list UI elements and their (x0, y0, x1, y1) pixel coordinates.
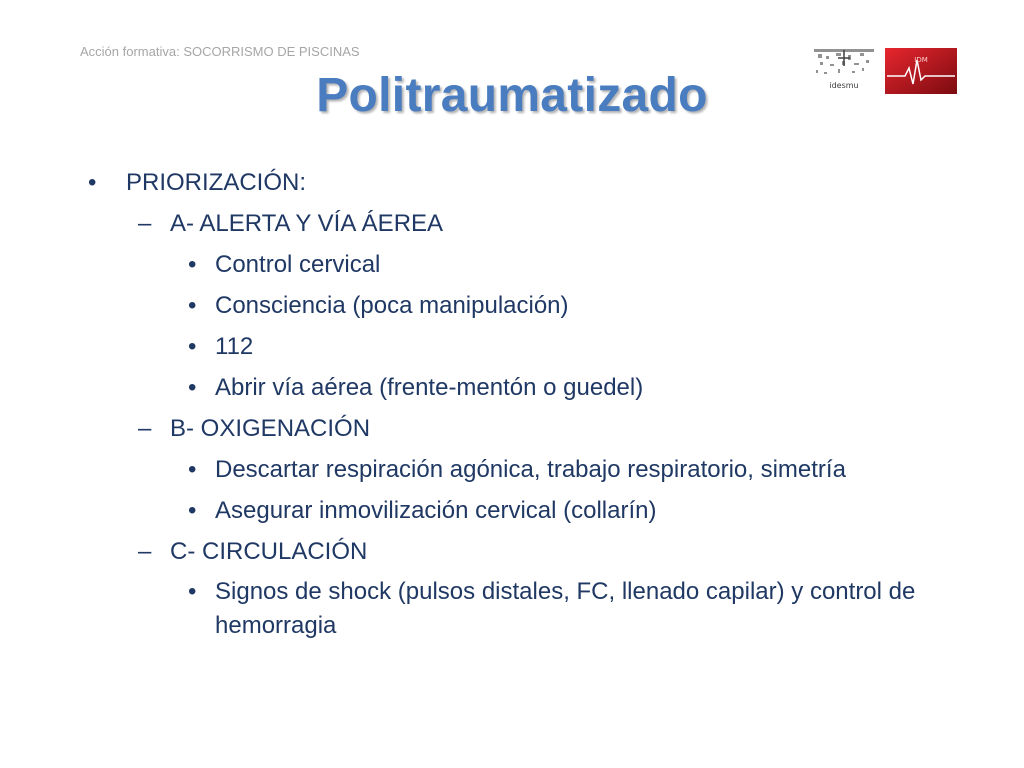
section-c (88, 531, 988, 572)
dash-icon: – (138, 210, 152, 237)
item-text: Descartar respiración agónica, trabajo respiratorio, simetría (215, 456, 846, 483)
section-a (88, 203, 988, 244)
item-text: Abrir vía aérea (frente-mentón o guedel) (215, 374, 644, 401)
bullet-icon: • (188, 292, 197, 319)
idesmu-logo-text: idesmu (829, 81, 859, 90)
item-text: Signos de shock (pulsos distales, FC, llenado capilar) y control de hemorragia (215, 578, 916, 639)
idm-logo-text: IDM (914, 56, 928, 64)
slide-title: Politraumatizado (316, 69, 708, 122)
list-item-heading (88, 162, 988, 203)
idm-logo (885, 48, 957, 94)
idesmu-logo (808, 46, 880, 92)
list-item (88, 367, 988, 408)
list-item (88, 490, 988, 531)
dash-icon: – (138, 415, 152, 442)
item-text: Asegurar inmovilización cervical (collarín) (215, 497, 657, 524)
bullet-icon: • (188, 333, 197, 360)
item-text: 112 (215, 333, 254, 360)
item-text: Control cervical (215, 251, 381, 278)
bullet-list (88, 162, 988, 643)
list-item (88, 326, 988, 367)
bullet-icon: • (88, 169, 97, 196)
bullet-icon: • (188, 578, 197, 605)
section-label: B- OXIGENACIÓN (170, 415, 371, 442)
bullet-icon: • (188, 456, 197, 483)
list-item (88, 285, 988, 326)
section-label: A- ALERTA Y VÍA ÁEREA (170, 210, 444, 237)
item-text: Consciencia (poca manipulación) (215, 292, 569, 319)
section-b (88, 408, 988, 449)
bullet-icon: • (188, 374, 197, 401)
course-caption: Acción formativa: SOCORRISMO DE PISCINAS (80, 44, 360, 59)
list-item (88, 244, 988, 285)
section-label: C- CIRCULACIÓN (170, 538, 368, 565)
bullet-icon: • (188, 251, 197, 278)
list-item (88, 572, 988, 643)
bullet-icon: • (188, 497, 197, 524)
dash-icon: – (138, 538, 152, 565)
list-item (88, 449, 988, 490)
heading-text: PRIORIZACIÓN: (126, 169, 307, 196)
